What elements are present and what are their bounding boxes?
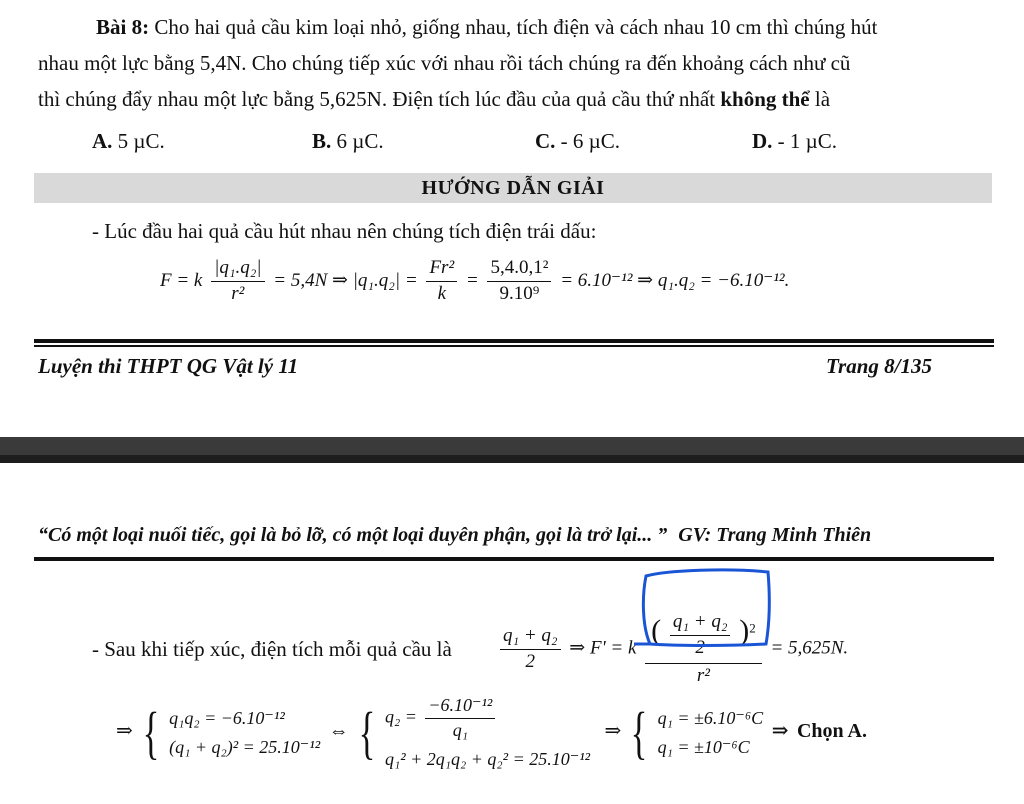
equation-1: F = k $\frac{\text{|q₁.q₂|}}{\text{r²}}$ = 5,4N ⇒ |q₁.q₂| = $\frac{\text{Fr²}}{k}$ = $\frac{\text{5,4.0,1²}}{\text{9.10⁹}}$ = 6.10⁻¹² ⇒ q₁.q₂ = −6.10⁻¹². <box>160 257 790 304</box>
step2-text: - Sau khi tiếp xúc, điện tích mỗi quả cầu là <box>92 637 452 661</box>
problem-line-1 <box>96 10 996 44</box>
problem-line-3 <box>38 82 998 116</box>
solution-header: HƯỚNG DẪN GIẢI <box>34 173 992 203</box>
problem-text-3: thì chúng đẩy nhau một lực bằng 5,625N. Điện tích lúc đầu của quả cầu thứ nhất <box>38 87 716 111</box>
footer-rule-thick <box>34 339 994 343</box>
problem-text-1: Cho hai quả cầu kim loại nhỏ, giống nhau, tích điện và cách nhau 10 cm thì chúng hút <box>154 15 878 39</box>
quote-line <box>38 524 871 547</box>
teacher-name: GV: Trang Minh Thiên <box>678 524 872 546</box>
problem-text-3-end: là <box>814 87 831 111</box>
page-break-shadow <box>0 455 1024 463</box>
option-a: A. 5 µC. <box>92 129 165 153</box>
problem-label: Bài 8: <box>96 15 150 39</box>
answer: Chọn A. <box>796 719 867 742</box>
problem-line-2: nhau một lực bằng 5,4N. Cho chúng tiếp xúc với nhau rồi tách chúng ra đến khoảng cách như cũ <box>38 51 851 75</box>
option-d: D. - 1 µC. <box>752 129 838 153</box>
problem-emphasis: không thể <box>720 87 810 111</box>
header-rule-thick <box>34 557 994 561</box>
footer-rule-thin <box>34 345 994 347</box>
footer-right: Trang 8/135 <box>826 354 932 378</box>
option-b: B. 6 µC. <box>312 129 384 153</box>
equation-2: $\frac{\text{q₁ + q₂}}{2}$ ⇒ F' = k ( $\frac{\text{q₁ + q₂}}{2}$ )$^2$ r² = 5,625N. <box>496 612 848 687</box>
quote-text: “Có một loại nuối tiếc, gọi là bỏ lỡ, có một loại duyên phận, gọi là trở lại... ” <box>38 524 668 546</box>
footer-left: Luyện thi THPT QG Vật lý 11 <box>38 354 299 378</box>
final-system: ⇒ { q₁q₂ = −6.10⁻¹² (q₁ + q₂)² = 25.10⁻¹² ⇔ { q₂ = $\frac{\text{−6.10⁻¹²}}{\text{q₁}}$ q₁² + 2q₁q₂ + q₂² = 25.10⁻¹² ⇒ { q₁ = ±6.10⁻⁶C q₁ = ±10⁻⁶C ⇒ Chọn A. <box>116 695 867 769</box>
handwritten-box-annotation <box>628 566 778 648</box>
step1-text: - Lúc đầu hai quả cầu hút nhau nên chúng tích điện trái dấu: <box>92 219 597 243</box>
option-c: C. - 6 µC. <box>535 129 621 153</box>
